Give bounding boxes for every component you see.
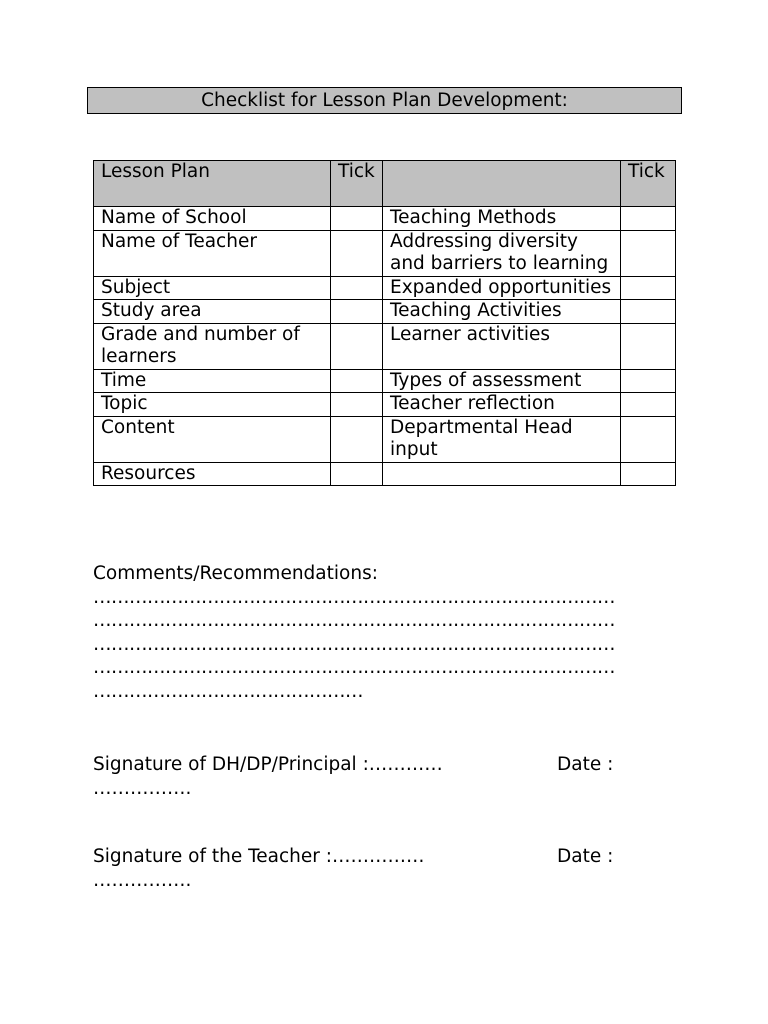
right-item: Teaching Methods	[383, 207, 621, 231]
comments-section	[93, 562, 673, 703]
comment-line[interactable]: ………………………………………	[93, 680, 363, 702]
comment-line[interactable]: ……………………………………………………………………………	[93, 610, 615, 631]
right-tick-box[interactable]	[621, 393, 676, 417]
teacher-signature-block	[93, 845, 673, 892]
left-item: Topic	[94, 393, 331, 417]
table-row	[94, 276, 676, 300]
principal-signature-label[interactable]: Signature of DH/DP/Principal :…………	[93, 754, 443, 775]
teacher-date-line[interactable]: …………….	[93, 869, 192, 891]
table-row	[94, 323, 676, 369]
comment-line[interactable]: ……………………………………………………………………………	[93, 657, 615, 678]
left-tick-box[interactable]	[331, 416, 383, 462]
comments-label: Comments/Recommendations:	[93, 563, 378, 584]
right-item: Learner activities	[383, 323, 621, 369]
principal-signature-block	[93, 753, 673, 800]
right-item: Teaching Activities	[383, 300, 621, 324]
left-tick-box[interactable]	[331, 393, 383, 417]
right-tick-box[interactable]	[621, 416, 676, 462]
right-item: Departmental Head input	[383, 416, 621, 462]
left-item: Name of Teacher	[94, 230, 331, 276]
left-tick-box[interactable]	[331, 230, 383, 276]
table-row	[94, 230, 676, 276]
right-tick-box[interactable]	[621, 462, 676, 486]
right-item: Types of assessment	[383, 369, 621, 393]
table-header-row	[94, 161, 676, 207]
left-item: Resources	[94, 462, 331, 486]
header-tick-right: Tick	[621, 161, 676, 207]
table-row	[94, 462, 676, 486]
teacher-signature-label[interactable]: Signature of the Teacher :……………	[93, 846, 425, 867]
header-tick-left: Tick	[331, 161, 383, 207]
left-tick-box[interactable]	[331, 207, 383, 231]
comment-line[interactable]: ……………………………………………………………………………	[93, 586, 615, 608]
left-tick-box[interactable]	[331, 323, 383, 369]
left-item: Subject	[94, 276, 331, 300]
principal-date-label: Date :	[557, 754, 614, 775]
table-row	[94, 369, 676, 393]
left-item: Name of School	[94, 207, 331, 231]
checklist-table	[93, 160, 676, 486]
header-items-right	[383, 161, 621, 207]
left-item: Content	[94, 416, 331, 462]
teacher-date-label: Date :	[557, 846, 614, 867]
table-row	[94, 416, 676, 462]
right-tick-box[interactable]	[621, 300, 676, 324]
right-tick-box[interactable]	[621, 230, 676, 276]
left-tick-box[interactable]	[331, 462, 383, 486]
right-item: Teacher reflection	[383, 393, 621, 417]
left-tick-box[interactable]	[331, 300, 383, 324]
right-tick-box[interactable]	[621, 276, 676, 300]
right-tick-box[interactable]	[621, 207, 676, 231]
table-row	[94, 300, 676, 324]
principal-date-line[interactable]: …………….	[93, 777, 192, 799]
right-tick-box[interactable]	[621, 323, 676, 369]
left-tick-box[interactable]	[331, 369, 383, 393]
comment-line[interactable]: ……………………………………………………………………………	[93, 633, 615, 655]
right-item	[383, 462, 621, 486]
left-item: Time	[94, 369, 331, 393]
table-row	[94, 207, 676, 231]
left-item: Grade and number of learners	[94, 323, 331, 369]
left-item: Study area	[94, 300, 331, 324]
left-tick-box[interactable]	[331, 276, 383, 300]
right-item: Addressing diversity and barriers to learning	[383, 230, 621, 276]
right-tick-box[interactable]	[621, 369, 676, 393]
table-row	[94, 393, 676, 417]
header-lesson-plan: Lesson Plan	[94, 161, 331, 207]
document-title: Checklist for Lesson Plan Development:	[87, 87, 682, 114]
right-item: Expanded opportunities	[383, 276, 621, 300]
